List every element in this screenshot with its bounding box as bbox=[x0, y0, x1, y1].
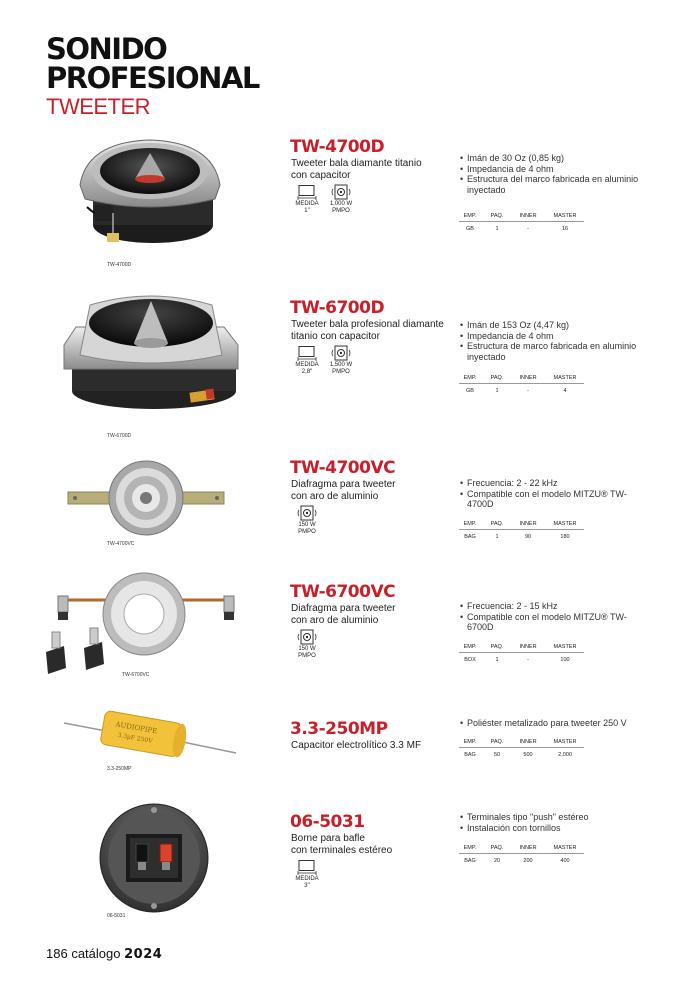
capacitor-image bbox=[62, 709, 238, 761]
footer-year: 2024 bbox=[124, 947, 163, 962]
product-caption: TW-6700D bbox=[107, 433, 132, 439]
product-tw-6700vc bbox=[0, 582, 700, 682]
packaging-table: EMP. PAQ. INNER MASTER GB 1 - 4 bbox=[459, 371, 584, 397]
product-description: Borne para bafle con terminales estéreo bbox=[291, 833, 393, 856]
product-name: 3.3-250MP bbox=[290, 719, 388, 739]
power-spec: 1,000 W PMPO bbox=[324, 184, 358, 214]
feature-list: • Imán de 153 Oz (4,47 kg) • Impedancia de 4 ohm • Estructura de marco fabricada en aluminio inyectado bbox=[460, 320, 650, 362]
packaging-table: EMP. PAQ. INNER MASTER BAG 20 200 400 bbox=[459, 841, 584, 867]
measure-spec: MEDIDA 2,8" bbox=[290, 345, 324, 375]
product-06-5031 bbox=[0, 812, 700, 922]
header-title-line1: SONIDO bbox=[46, 32, 167, 66]
header-title-line2: PROFESIONAL bbox=[46, 61, 259, 95]
ruler-icon bbox=[297, 184, 317, 200]
product-tw-4700d bbox=[0, 137, 700, 272]
product-name: 06-5031 bbox=[290, 812, 365, 832]
product-caption: TW-4700VC bbox=[107, 541, 135, 547]
tweeter-pro-image bbox=[62, 293, 240, 425]
diaphragm-terminals-image bbox=[40, 572, 250, 680]
power-spec: 1,500 W PMPO bbox=[324, 345, 358, 375]
speaker-icon bbox=[330, 345, 352, 361]
feature-list: • Terminales tipo "push" estéreo • Instalación con tornillos bbox=[460, 812, 650, 833]
tweeter-bullet-image bbox=[75, 137, 225, 259]
product-name: TW-4700VC bbox=[290, 458, 396, 478]
product-caption: 06-5031 bbox=[107, 913, 126, 919]
speaker-icon bbox=[296, 629, 318, 645]
feature-list: • Frecuencia: 2 - 15 kHz • Compatible con el modelo MITZU® TW-6700D bbox=[460, 601, 650, 633]
page-footer bbox=[46, 946, 162, 962]
power-spec: 150 W PMPO bbox=[290, 629, 324, 659]
product-name: TW-4700D bbox=[290, 137, 385, 157]
ruler-icon bbox=[297, 859, 317, 875]
packaging-table: EMP. PAQ. INNER MASTER BAG 1 90 180 bbox=[459, 517, 584, 543]
product-caption: TW-6700VC bbox=[122, 672, 150, 678]
measure-spec: MEDIDA 3" bbox=[290, 859, 324, 889]
product-tw-4700vc bbox=[0, 458, 700, 553]
packaging-table: EMP. PAQ. INNER MASTER BOX 1 - 100 bbox=[459, 640, 584, 666]
product-description: Tweeter bala profesional diamante titanio con capacitor bbox=[291, 319, 444, 342]
speaker-icon bbox=[330, 184, 352, 200]
header-subtitle: TWEETER bbox=[46, 94, 151, 119]
product-3-3-250mp bbox=[0, 719, 700, 779]
page-number: 186 bbox=[46, 946, 68, 961]
feature-list: • Imán de 30 Oz (0,85 kg) • Impedancia de 4 ohm • Estructura del marco fabricada en aluminio inyectado bbox=[460, 153, 650, 195]
capacitor-print-rating: 3.3µF 250V bbox=[116, 731, 153, 745]
product-name: TW-6700D bbox=[290, 298, 385, 318]
packaging-table: EMP. PAQ. INNER MASTER GB 1 - 16 bbox=[459, 209, 584, 235]
capacitor-print-brand: AUDIOPIPE bbox=[114, 720, 158, 736]
product-description: Diafragma para tweeter con aro de aluminio bbox=[291, 603, 396, 626]
product-description: Tweeter bala diamante titanio con capacitor bbox=[291, 158, 422, 181]
feature-list: • Poliéster metalizado para tweeter 250 V bbox=[460, 718, 650, 729]
product-tw-6700d bbox=[0, 298, 700, 443]
feature-list: • Frecuencia: 2 - 22 kHz • Compatible con el modelo MITZU® TW-4700D bbox=[460, 478, 650, 510]
product-caption: TW-4700D bbox=[107, 262, 132, 268]
ruler-icon bbox=[297, 345, 317, 361]
product-description: Capacitor electrolítico 3.3 MF bbox=[291, 740, 422, 751]
diaphragm-image bbox=[66, 460, 226, 536]
speaker-terminal-image bbox=[98, 802, 210, 914]
product-name: TW-6700VC bbox=[290, 582, 396, 602]
measure-spec: MEDIDA 1" bbox=[290, 184, 324, 214]
footer-word: catálogo bbox=[71, 946, 121, 961]
product-description: Diafragma para tweeter con aro de aluminio bbox=[291, 479, 396, 502]
power-spec: 150 W PMPO bbox=[290, 505, 324, 535]
product-caption: 3.3-250MP bbox=[107, 766, 132, 772]
packaging-table: EMP. PAQ. INNER MASTER BAG 50 500 2,000 bbox=[459, 735, 584, 761]
speaker-icon bbox=[296, 505, 318, 521]
